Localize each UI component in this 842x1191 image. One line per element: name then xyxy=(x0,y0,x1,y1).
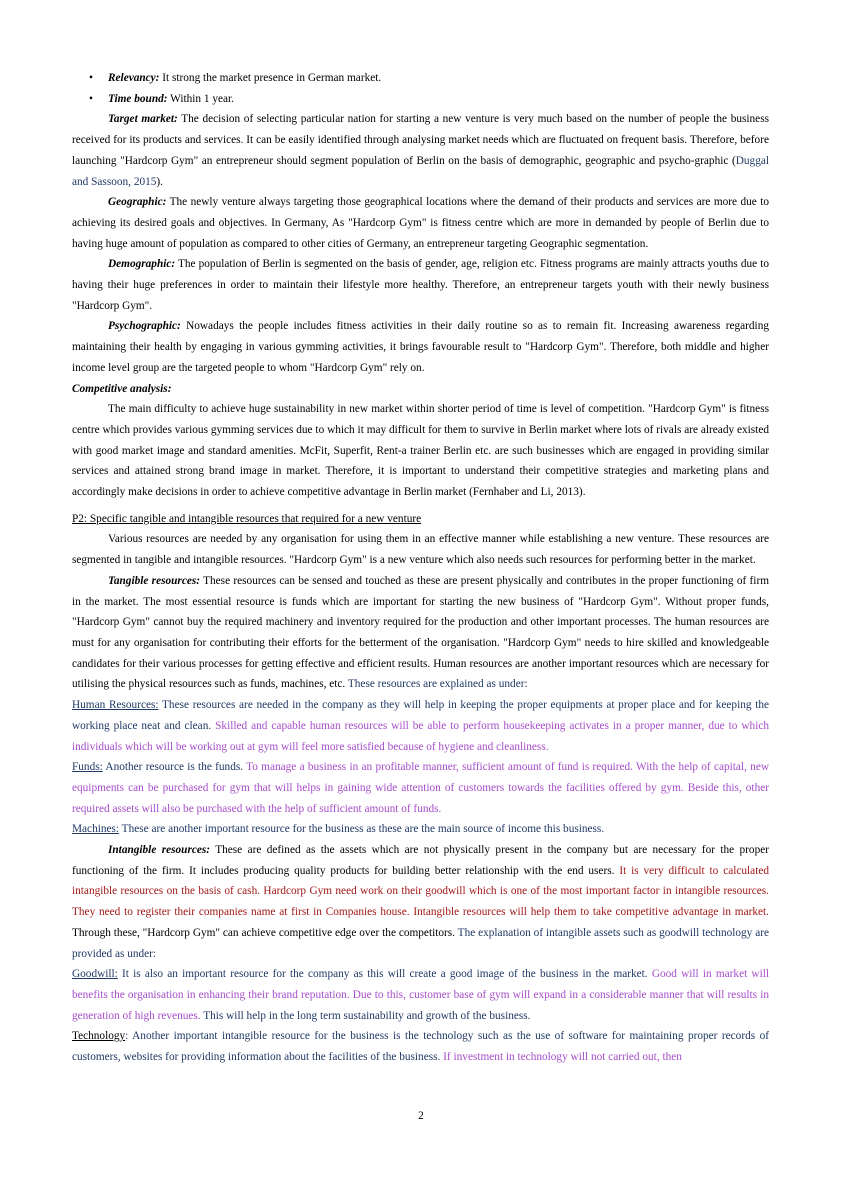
citation: Duggal and Sassoon, 2015 xyxy=(72,154,769,188)
tangible-resources-paragraph xyxy=(72,571,769,695)
bullet-term: Relevancy: xyxy=(108,72,160,84)
bullet-text: It strong the market presence in German market. xyxy=(159,72,382,84)
paragraph-term: Tangible resources: xyxy=(108,574,201,587)
human-resources-paragraph xyxy=(72,695,769,757)
p2-intro-paragraph: Various resources are needed by any organisation for using them in an effective manner while establishing a new venture. These resources are segmented in tangible and intangible resources. "Hardcorp Gym" is a new venture which also needs such resources for performing better in the market. xyxy=(72,533,769,567)
paragraph-text-purple: If investment in technology will not carried out, then xyxy=(440,1051,682,1064)
paragraph-text: The population of Berlin is segmented on the basis of gender, age, religion etc. Fitness programs are mainly attracts youths due to having their huge preferences in order to maintain their lifestyle more healthy. Therefore, an entrepreneur targets youth with their newly business "Hardcorp Gym". xyxy=(72,258,769,312)
paragraph-text: These are defined as the assets which are not physically present in the company but are necessary for the proper functioning of the firm. It includes producing quality products for building better relationship with the end users. xyxy=(72,844,770,877)
machines-paragraph xyxy=(72,819,769,840)
paragraph-text-end: ). xyxy=(156,175,164,188)
target-market-paragraph xyxy=(72,109,769,192)
demographic-paragraph xyxy=(72,254,769,316)
document-page xyxy=(72,68,769,1068)
technology-paragraph xyxy=(72,1026,769,1067)
paragraph-text-purple: To manage a business in an profitable manner, sufficient amount of fund is required. With the help of capital, new equipments can be purchased for gym that will helps in gaining wide attention of customers towards the facilities offered by gym. Beside this, other required assets will also be purchased with the help of sufficient amount of funds. xyxy=(72,761,769,815)
paragraph-text-red: It is very difficult to calculated intangible resources on the basis of cash. Hardcorp Gym need work on their goodwill which is one of the most important factor in intangible resources. They need to register their companies name at first in Companies house. Intangible resources will help them to take competitive advantage in market. xyxy=(72,864,769,919)
paragraph-term: Intangible resources: xyxy=(108,844,211,857)
resource-label: Technology xyxy=(72,1030,126,1043)
paragraph-term: Geographic: xyxy=(108,196,167,209)
paragraph-text-blue: It is also an important resource for the company as this will create a good image of the business in the market. xyxy=(117,968,648,981)
smart-bullet-list xyxy=(72,68,769,109)
psychographic-paragraph xyxy=(72,316,769,378)
paragraph-text: These resources can be sensed and touched as these are present physically and contributes in the proper functioning of firm in the market. The most essential resource is funds which are important for starting the new business of "Hardcorp Gym". Without proper funds, "Hardcorp Gym" cannot buy the required machinery and inventory required for the production and other important processes. The human resources are must for any organisation for contributing their efforts for the betterment of the organisation. "Hardcorp Gym" needs to hire skilled and knowledgeable candidates for their various processes for getting effective and efficient results. Human resources are another important resources which are necessary for utilising the physical resources such as funds, machines, etc. xyxy=(72,574,769,691)
p2-heading xyxy=(72,509,769,530)
paragraph-text-blue: : Another important intangible resource for the business is the technology such as the use of software for maintaining proper records of customers, websites for providing information about the facilities of the business. xyxy=(72,1030,769,1064)
paragraph-text-2: Through these, "Hardcorp Gym" can achieve competitive edge over the competitors. xyxy=(72,926,455,939)
funds-paragraph xyxy=(72,757,769,819)
resource-label: Machines: xyxy=(72,823,120,836)
bullet-time-bound xyxy=(72,89,769,110)
resource-label: Funds: xyxy=(72,761,103,774)
bullet-term: Time bound: xyxy=(108,92,168,105)
paragraph-term: Target market: xyxy=(108,113,178,126)
geographic-paragraph xyxy=(72,192,769,254)
paragraph-text: Nowadays the people includes fitness activities in their daily routine so as to remain fit. Increasing awareness regarding maintaining their health by engaging in various gymming activities, it brings favourable result to "Hardcorp Gym". Therefore, both middle and higher income level group are the targeted people to whom "Hardcorp Gym" rely on. xyxy=(72,320,769,374)
intangible-resources-paragraph xyxy=(72,840,769,964)
paragraph-text: The newly venture always targeting those geographical locations where the demand of their products and services are more due to achieving its desired goals and objectives. In Germany, As "Hardcorp Gym" is fitness centre which are more in demanded by people of Berlin due to having huge amount of population as compared to other cities of Germany, an entrepreneur targeting Geographic segmentation. xyxy=(72,196,769,250)
goodwill-paragraph xyxy=(72,964,769,1026)
page-number: 2 xyxy=(418,1110,424,1122)
competitive-analysis-paragraph: The main difficulty to achieve huge sustainability in new market within shorter period of time is level of competition. "Hardcorp Gym" is fitness centre which provides various gymming services due to which it may difficult for them to survive in Berlin market where lots of rivals are already existed with good market image and standard amenities. McFit, Superfit, Rent-a trainer Berlin etc. are such businesses which are engaged in providing similar services and attained strong brand image in market. Therefore, it is important to understand their competitive strategies and marketing plans and accordingly make decisions in order to achieve competitive advantage in Berlin market (Fernhaber and Li, 2013). xyxy=(72,403,769,499)
paragraph-text-purple: Skilled and capable human resources will be able to perform housekeeping activates in a proper manner, due to which individuals which will be working out at gym will feel more satisfied because of hygiene and cleanliness. xyxy=(72,719,770,753)
paragraph-term: Demographic: xyxy=(108,258,176,271)
section-heading: P2: Specific tangible and intangible resources that required for a new venture xyxy=(72,512,422,525)
paragraph-text: The decision of selecting particular nation for starting a new venture is very much based on the number of people the business received for its products and services. It can be easily identified through analysing market needs which are fluctuated on frequent basis. Therefore, before launching "Hardcorp Gym" an entrepreneur should segment population of Berlin on the basis of demographic, geographic and psycho-graphic ( xyxy=(72,113,769,167)
paragraph-text-blue: The explanation of intangible assets such as goodwill technology are provided as under: xyxy=(72,926,769,960)
paragraph-text-purple: Good will in market will benefits the organisation in enhancing their brand reputation. Due to this, customer base of gym will expand in a considerable manner that will results in generation of high revenues. xyxy=(72,968,769,1022)
paragraph-text-blue: Another resource is the funds. xyxy=(102,761,244,774)
resource-label: Human Resources: xyxy=(72,699,159,712)
competitive-analysis-heading xyxy=(72,379,769,400)
paragraph-text-blue: These are another important resource for the business as these are the main source of income this business. xyxy=(119,823,605,836)
bullet-text: Within 1 year. xyxy=(167,92,235,105)
paragraph-text-blue: These resources are needed in the company as they will help in keeping the proper equipments at proper place and for keeping the working place neat and clean. xyxy=(72,699,770,732)
paragraph-term: Psychographic: xyxy=(108,320,181,333)
bullet-relevancy xyxy=(72,68,769,89)
resource-label: Goodwill: xyxy=(72,968,118,981)
paragraph-text-blue: These resources are explained as under: xyxy=(345,678,528,691)
paragraph-text-blue-2: This will help in the long term sustainability and growth of the business. xyxy=(200,1009,531,1022)
section-heading: Competitive analysis: xyxy=(72,382,172,395)
